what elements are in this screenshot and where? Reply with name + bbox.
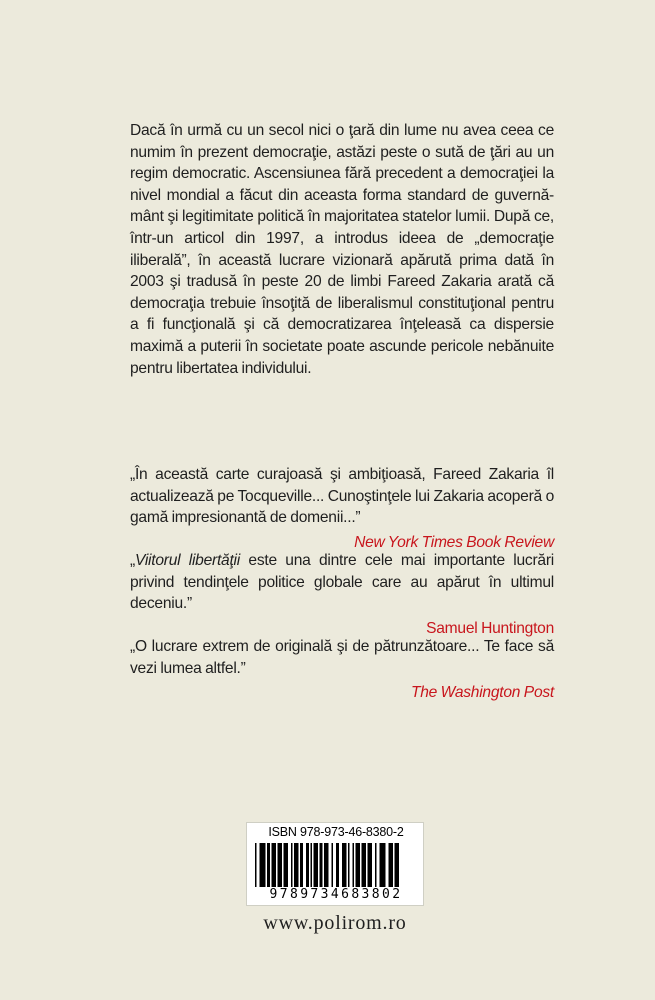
- review-quote-2: [130, 550, 554, 639]
- book-title: Viitorul libertăţii: [134, 552, 240, 569]
- publisher-website: www.polirom.ro: [263, 912, 407, 934]
- isbn-label: ISBN 978-973-46-8380-2: [268, 825, 404, 839]
- quote-text: „O lucrare extrem de originală şi de pătrunzătoare... Te face să vezi lumea altfel.”: [130, 638, 554, 677]
- quote-source: The Washington Post: [410, 684, 554, 702]
- quote-source: New York Times Book Review: [354, 533, 554, 551]
- review-quote-1: [130, 464, 554, 553]
- review-quote-3: [130, 636, 554, 704]
- quote-text: „În această carte curajoasă şi ambiţioasă, Fareed Zakaria îl actualizează pe Tocqueville... Cunoştinţele lui Zakaria acoperă o gamă impresionantă de domenii...”: [130, 466, 554, 527]
- barcode-bars-icon: [253, 843, 419, 887]
- quote-source: Samuel Huntington: [426, 619, 554, 637]
- book-description: Dacă în urmă cu un secol nici o ţară din lume nu avea ceea ce numim în prezent democraţie, astăzi peste o sută de ţări au un regim democratic. Ascensiunea fără precedent a democraţiei la nivel mondial a făcut din aceasta forma standard de guvernă-mânt şi legitimitate politică în majoritatea statelor lumii. După ce, într-un articol din 1997, a introdus ideea de „democraţie iliberală”, în această lucrare vizionară apărută prima dată în 2003 şi tradusă în peste 20 de limbi Fareed Zakaria arată că democraţia trebuie însoţită de liberalismul constituţional pentru a fi funcţională şi că democratizarea înţeleasă ca dispersie maximă a puterii în societate poate ascunde pericole nebănuite pentru libertatea individului.: [130, 122, 554, 377]
- barcode-digits: 9789734683802: [269, 887, 403, 902]
- quote-text: [130, 550, 554, 615]
- quote-open-mark: „: [130, 552, 135, 569]
- quote-rest: este una dintre cele mai importante lucrări privind tendinţele politice globale care au apărut în ultimul deceniu.”: [130, 552, 554, 613]
- isbn-barcode: [246, 822, 424, 906]
